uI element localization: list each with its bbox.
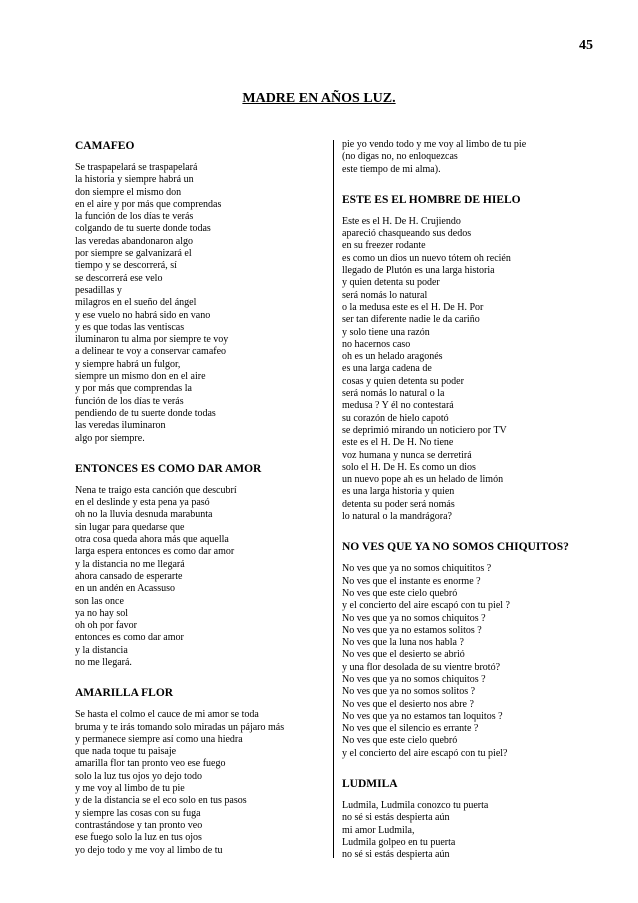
poem-line: Se hasta el colmo el cauce de mi amor se toda	[75, 709, 259, 721]
poem-line: otra cosa queda ahora más que aquella	[75, 534, 229, 546]
poem-line: son las once	[75, 595, 124, 607]
poem-line: No ves que ya no estamos tan loquitos ?	[342, 710, 503, 722]
poem-line: y la distancia no me llegará	[75, 558, 185, 570]
poem-line: colgando de tu suerte donde todas	[75, 223, 211, 235]
poem-line: la función de los días te verás	[75, 211, 194, 223]
poem-line: es una larga historia y quien	[342, 486, 455, 498]
poem-line: y solo tiene una razón	[342, 326, 430, 338]
poem-line: amarilla flor tan pronto veo ese fuego	[75, 758, 226, 770]
poem-line: cosas y quien detenta su poder	[342, 375, 464, 387]
poem-line: No ves que este cielo quebró	[342, 735, 458, 747]
poem-heading: CAMAFEO	[75, 140, 135, 152]
poem-line: pie yo vendo todo y me voy al limbo de tu pie	[342, 139, 527, 150]
poem-line: o la medusa este es el H. De H. Por	[342, 301, 484, 313]
poem-line: y siempre habrá un fulgor,	[75, 358, 181, 370]
poem-line: y de la distancia se el eco solo en tus pasos	[75, 795, 247, 807]
poem-line: en un andén en Acassuso	[75, 583, 175, 595]
poem-line: ese fuego solo la luz en tus ojos	[75, 832, 202, 844]
poem-line: y quien detenta su poder	[342, 277, 440, 289]
poem-heading: ENTONCES ES COMO DAR AMOR	[75, 462, 262, 475]
poem-line: Nena te traigo esta canción que descubrí	[75, 484, 237, 496]
poem-line: Ludmila, Ludmila conozco tu puerta	[342, 800, 489, 812]
poem-line: pesadillas y	[75, 284, 122, 296]
poem-section-no-ves-que-ya-no-somos-chiquitos	[342, 540, 604, 760]
poem-line: iluminaron tu alma por siempre te voy	[75, 334, 229, 346]
poem-line: y siempre las cosas con su fuga	[75, 807, 201, 819]
poem-line: función de los días te verás	[75, 395, 184, 407]
poem-line: este tiempo de mi alma).	[342, 163, 441, 175]
poem-line: lo natural o la mandrágora?	[342, 511, 452, 523]
poem-line: mi amor Ludmila,	[342, 824, 415, 836]
poem-line: milagros en el sueño del ángel	[75, 297, 197, 309]
poem-line: no hacernos caso	[342, 338, 411, 350]
poem-line: entonces es como dar amor	[75, 632, 184, 644]
poem-line: pendiendo de tu suerte donde todas	[75, 407, 216, 419]
poem-line: No ves que el instante es enorme ?	[342, 575, 481, 587]
poem-line: oh oh por favor	[75, 620, 137, 632]
poem-line: No ves que la luna nos habla ?	[342, 637, 464, 649]
poem-line: No ves que ya no somos chiquititos ?	[342, 563, 492, 575]
right-column	[342, 139, 604, 862]
poem-line: oh no la lluvia desnuda marabunta	[75, 509, 213, 521]
poem-line: Se traspapelará se traspapelará	[75, 162, 198, 173]
left-column	[75, 139, 320, 857]
poem-line: no sé si estás despierta aún	[342, 849, 450, 861]
poem-line: y el concierto del aire escapó con tu piel ?	[342, 600, 510, 612]
poem-line: y el concierto del aire escapó con tu piel?	[342, 747, 508, 759]
poem-line: Ludmila golpeo en tu puerta	[342, 836, 456, 848]
poem-line: no sé si estás despierta aún	[342, 812, 450, 824]
poem-line: apareció chasqueando sus dedos	[342, 228, 472, 240]
poem-line: y permanece siempre así como una hiedra	[75, 733, 243, 745]
poem-line: Este es el H. De H. Crujiendo	[342, 215, 461, 227]
poem-line: siempre un mismo don en el aire	[75, 371, 206, 383]
poem-line: llegado de Plutón es una larga historia	[342, 265, 495, 277]
poem-line: en el deslinde y esta pena ya pasó	[75, 497, 210, 509]
poem-line: se deprimió mirando un noticiero por TV	[342, 424, 507, 436]
poem-section-section	[342, 139, 604, 176]
poem-line: No ves que ya no somos chiquitos ?	[342, 673, 486, 685]
poem-line: y es que todas las ventiscas	[75, 321, 185, 333]
poem-line: que nada toque tu paisaje	[75, 746, 177, 758]
poem-line: es como un dios un nuevo tótem oh recién	[342, 252, 511, 264]
poem-line: tiempo y se descorrerá, sí	[75, 260, 177, 272]
poem-line: ya no hay sol	[75, 607, 129, 619]
poem-line: un nuevo pope ah es un helado de limón	[342, 474, 504, 486]
poem-line: sin lugar para quedarse que	[75, 521, 185, 533]
poem-line: ahora cansado de esperarte	[75, 570, 183, 582]
poem-line: bruma y te irás tomando solo miradas un pájaro más	[75, 721, 285, 733]
poem-line: no me llegará.	[75, 656, 132, 668]
poem-line: por siempre se galvanizará el	[75, 248, 192, 260]
poem-line: No ves que el desierto nos abre ?	[342, 698, 474, 710]
poem-line: No ves que el silencio es errante ?	[342, 723, 479, 735]
poem-line: (no digas no, no enloquezcas	[342, 151, 458, 163]
poem-heading: NO VES QUE YA NO SOMOS CHIQUITOS?	[342, 541, 569, 554]
poem-line: las veredas abandonaron algo	[75, 235, 194, 247]
column-divider	[333, 140, 334, 858]
poem-line: se descorrerá ese velo	[75, 272, 163, 284]
poem-line: solo el H. De H. Es como un dios	[342, 461, 476, 473]
poem-section-este-es-el-hombre-de-hielo	[342, 193, 604, 523]
poem-line: oh es un helado aragonés	[342, 351, 443, 363]
poem-heading: AMARILLA FLOR	[75, 687, 174, 700]
poem-line: medusa ? Y él no contestará	[342, 400, 454, 412]
poem-line: este es el H. De H. No tiene	[342, 437, 454, 449]
poem-line: voz humana y nunca se derretirá	[342, 449, 472, 461]
poem-section-amarilla-flor	[75, 686, 320, 857]
poem-line: No ves que ya no estamos solitos ?	[342, 624, 482, 636]
poem-section-ludmila	[342, 777, 604, 861]
poem-line: contrastándose y tan pronto veo	[75, 819, 203, 831]
poem-line: solo la luz tus ojos yo dejo todo	[75, 770, 202, 782]
poem-line: y me voy al limbo de tu pie	[75, 783, 185, 795]
poem-line: don siempre el mismo don	[75, 186, 182, 198]
poem-section-entonces-es-como-dar-amor	[75, 462, 320, 669]
poem-line: será nomás lo natural o la	[342, 388, 445, 400]
poem-line: algo por siempre.	[75, 432, 145, 444]
poem-line: será nomás lo natural	[342, 289, 428, 301]
poem-line: No ves que el desierto se abrió	[342, 649, 465, 661]
page-title: MADRE EN AÑOS LUZ.	[242, 91, 396, 106]
poem-line: No ves que ya no somos chiquitos ?	[342, 612, 486, 624]
poem-line: yo dejo todo y me voy al limbo de tu	[75, 844, 223, 856]
poem-line: No ves que ya no somos solitos ?	[342, 686, 476, 698]
poem-section-camafeo	[75, 139, 320, 445]
poem-line: a delinear te voy a conservar camafeo	[75, 346, 227, 358]
poem-line: y por más que comprendas la	[75, 383, 192, 395]
poem-line: las veredas iluminaron	[75, 420, 166, 432]
poem-line: detenta su poder será nomás	[342, 498, 455, 510]
poem-line: y ese vuelo no habrá sido en vano	[75, 309, 211, 321]
page-number: 45	[579, 38, 593, 53]
poem-line: en el aire y por más que comprendas	[75, 198, 222, 210]
poem-line: No ves que este cielo quebró	[342, 587, 458, 599]
poem-line: en su freezer rodante	[342, 240, 426, 252]
poem-heading: LUDMILA	[342, 778, 398, 791]
poem-line: su corazón de hielo capotó	[342, 412, 449, 424]
poem-line: la historia y siempre habrá un	[75, 174, 194, 186]
poem-line: es una larga cadena de	[342, 363, 432, 375]
poem-line: y la distancia	[75, 644, 128, 656]
poem-line: larga espera entonces es como dar amor	[75, 546, 235, 558]
poem-line: ser tan diferente nadie le da cariño	[342, 314, 480, 326]
poem-line: y una flor desolada de su vientre brotó?	[342, 661, 501, 673]
poem-heading: ESTE ES EL HOMBRE DE HIELO	[342, 193, 521, 206]
